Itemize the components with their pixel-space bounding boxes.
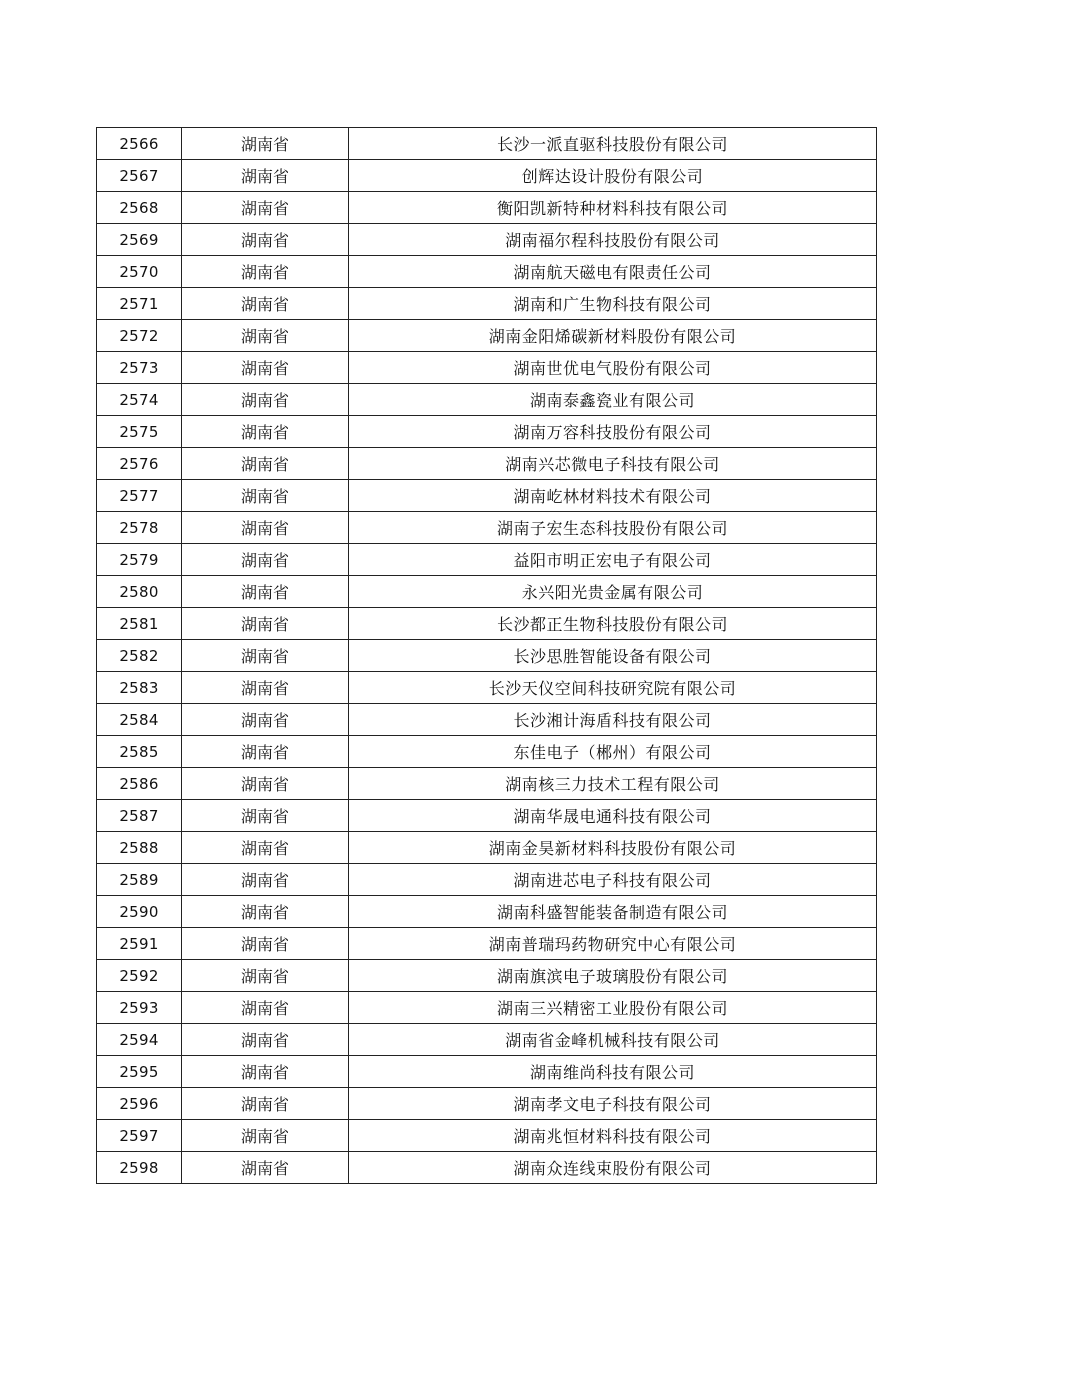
row-number-cell: 2587	[97, 800, 182, 832]
row-number-cell: 2588	[97, 832, 182, 864]
table-row	[97, 576, 877, 608]
company-name-cell: 湖南旗滨电子玻璃股份有限公司	[349, 960, 877, 992]
row-number-cell: 2584	[97, 704, 182, 736]
province-cell: 湖南省	[182, 256, 349, 288]
province-cell: 湖南省	[182, 544, 349, 576]
table-row	[97, 512, 877, 544]
row-number-cell: 2569	[97, 224, 182, 256]
company-name-cell: 湖南华晟电通科技有限公司	[349, 800, 877, 832]
row-number-cell: 2590	[97, 896, 182, 928]
table-row	[97, 672, 877, 704]
company-name-cell: 东佳电子（郴州）有限公司	[349, 736, 877, 768]
row-number-cell: 2593	[97, 992, 182, 1024]
table-row	[97, 928, 877, 960]
province-cell: 湖南省	[182, 928, 349, 960]
province-cell: 湖南省	[182, 768, 349, 800]
province-cell: 湖南省	[182, 1088, 349, 1120]
company-name-cell: 湖南兴芯微电子科技有限公司	[349, 448, 877, 480]
row-number-cell: 2585	[97, 736, 182, 768]
row-number-cell: 2578	[97, 512, 182, 544]
table-row	[97, 896, 877, 928]
row-number-cell: 2596	[97, 1088, 182, 1120]
company-name-cell: 湖南进芯电子科技有限公司	[349, 864, 877, 896]
table-row	[97, 832, 877, 864]
table-row	[97, 1088, 877, 1120]
province-cell: 湖南省	[182, 1024, 349, 1056]
company-name-cell: 湖南金阳烯碳新材料股份有限公司	[349, 320, 877, 352]
province-cell: 湖南省	[182, 192, 349, 224]
table-row	[97, 1024, 877, 1056]
row-number-cell: 2582	[97, 640, 182, 672]
province-cell: 湖南省	[182, 1120, 349, 1152]
company-name-cell: 湖南和广生物科技有限公司	[349, 288, 877, 320]
province-cell: 湖南省	[182, 832, 349, 864]
row-number-cell: 2576	[97, 448, 182, 480]
company-name-cell: 湖南万容科技股份有限公司	[349, 416, 877, 448]
table-row	[97, 448, 877, 480]
table-row	[97, 960, 877, 992]
table-row	[97, 1056, 877, 1088]
row-number-cell: 2589	[97, 864, 182, 896]
row-number-cell: 2597	[97, 1120, 182, 1152]
company-name-cell: 湖南福尔程科技股份有限公司	[349, 224, 877, 256]
province-cell: 湖南省	[182, 384, 349, 416]
row-number-cell: 2592	[97, 960, 182, 992]
company-name-cell: 湖南核三力技术工程有限公司	[349, 768, 877, 800]
table-row	[97, 192, 877, 224]
company-name-cell: 长沙天仪空间科技研究院有限公司	[349, 672, 877, 704]
province-cell: 湖南省	[182, 416, 349, 448]
company-name-cell: 益阳市明正宏电子有限公司	[349, 544, 877, 576]
province-cell: 湖南省	[182, 896, 349, 928]
company-name-cell: 衡阳凯新特种材料科技有限公司	[349, 192, 877, 224]
table-row	[97, 288, 877, 320]
table-row	[97, 384, 877, 416]
company-list-sheet	[96, 127, 876, 1184]
province-cell: 湖南省	[182, 128, 349, 160]
company-name-cell: 湖南航天磁电有限责任公司	[349, 256, 877, 288]
company-name-cell: 湖南科盛智能装备制造有限公司	[349, 896, 877, 928]
province-cell: 湖南省	[182, 288, 349, 320]
table-row	[97, 320, 877, 352]
row-number-cell: 2577	[97, 480, 182, 512]
province-cell: 湖南省	[182, 352, 349, 384]
table-row	[97, 544, 877, 576]
table-row	[97, 256, 877, 288]
province-cell: 湖南省	[182, 448, 349, 480]
table-row	[97, 704, 877, 736]
row-number-cell: 2598	[97, 1152, 182, 1184]
company-name-cell: 长沙思胜智能设备有限公司	[349, 640, 877, 672]
table-row	[97, 128, 877, 160]
row-number-cell: 2591	[97, 928, 182, 960]
row-number-cell: 2568	[97, 192, 182, 224]
province-cell: 湖南省	[182, 800, 349, 832]
company-list-body	[97, 128, 877, 1184]
row-number-cell: 2595	[97, 1056, 182, 1088]
company-name-cell: 湖南孝文电子科技有限公司	[349, 1088, 877, 1120]
row-number-cell: 2574	[97, 384, 182, 416]
table-row	[97, 352, 877, 384]
province-cell: 湖南省	[182, 160, 349, 192]
company-list-table	[96, 127, 877, 1184]
province-cell: 湖南省	[182, 672, 349, 704]
row-number-cell: 2573	[97, 352, 182, 384]
company-name-cell: 湖南世优电气股份有限公司	[349, 352, 877, 384]
row-number-cell: 2586	[97, 768, 182, 800]
table-row	[97, 640, 877, 672]
row-number-cell: 2575	[97, 416, 182, 448]
table-row	[97, 864, 877, 896]
company-name-cell: 湖南普瑞玛药物研究中心有限公司	[349, 928, 877, 960]
table-row	[97, 992, 877, 1024]
province-cell: 湖南省	[182, 224, 349, 256]
province-cell: 湖南省	[182, 704, 349, 736]
company-name-cell: 湖南三兴精密工业股份有限公司	[349, 992, 877, 1024]
province-cell: 湖南省	[182, 1152, 349, 1184]
province-cell: 湖南省	[182, 320, 349, 352]
province-cell: 湖南省	[182, 736, 349, 768]
row-number-cell: 2594	[97, 1024, 182, 1056]
province-cell: 湖南省	[182, 992, 349, 1024]
table-row	[97, 224, 877, 256]
table-row	[97, 160, 877, 192]
table-row	[97, 608, 877, 640]
company-name-cell: 湖南省金峰机械科技有限公司	[349, 1024, 877, 1056]
province-cell: 湖南省	[182, 512, 349, 544]
row-number-cell: 2579	[97, 544, 182, 576]
table-row	[97, 1152, 877, 1184]
company-name-cell: 湖南泰鑫瓷业有限公司	[349, 384, 877, 416]
company-name-cell: 长沙一派直驱科技股份有限公司	[349, 128, 877, 160]
province-cell: 湖南省	[182, 640, 349, 672]
row-number-cell: 2570	[97, 256, 182, 288]
table-row	[97, 1120, 877, 1152]
province-cell: 湖南省	[182, 608, 349, 640]
table-row	[97, 416, 877, 448]
row-number-cell: 2571	[97, 288, 182, 320]
province-cell: 湖南省	[182, 864, 349, 896]
row-number-cell: 2580	[97, 576, 182, 608]
company-name-cell: 湖南维尚科技有限公司	[349, 1056, 877, 1088]
table-row	[97, 800, 877, 832]
company-name-cell: 长沙都正生物科技股份有限公司	[349, 608, 877, 640]
company-name-cell: 湖南金昊新材料科技股份有限公司	[349, 832, 877, 864]
company-name-cell: 创辉达设计股份有限公司	[349, 160, 877, 192]
row-number-cell: 2567	[97, 160, 182, 192]
row-number-cell: 2581	[97, 608, 182, 640]
row-number-cell: 2566	[97, 128, 182, 160]
province-cell: 湖南省	[182, 1056, 349, 1088]
row-number-cell: 2572	[97, 320, 182, 352]
row-number-cell: 2583	[97, 672, 182, 704]
company-name-cell: 湖南屹林材料技术有限公司	[349, 480, 877, 512]
province-cell: 湖南省	[182, 576, 349, 608]
province-cell: 湖南省	[182, 960, 349, 992]
company-name-cell: 湖南子宏生态科技股份有限公司	[349, 512, 877, 544]
company-name-cell: 长沙湘计海盾科技有限公司	[349, 704, 877, 736]
company-name-cell: 湖南兆恒材料科技有限公司	[349, 1120, 877, 1152]
company-name-cell: 湖南众连线束股份有限公司	[349, 1152, 877, 1184]
table-row	[97, 736, 877, 768]
table-row	[97, 480, 877, 512]
province-cell: 湖南省	[182, 480, 349, 512]
table-row	[97, 768, 877, 800]
company-name-cell: 永兴阳光贵金属有限公司	[349, 576, 877, 608]
